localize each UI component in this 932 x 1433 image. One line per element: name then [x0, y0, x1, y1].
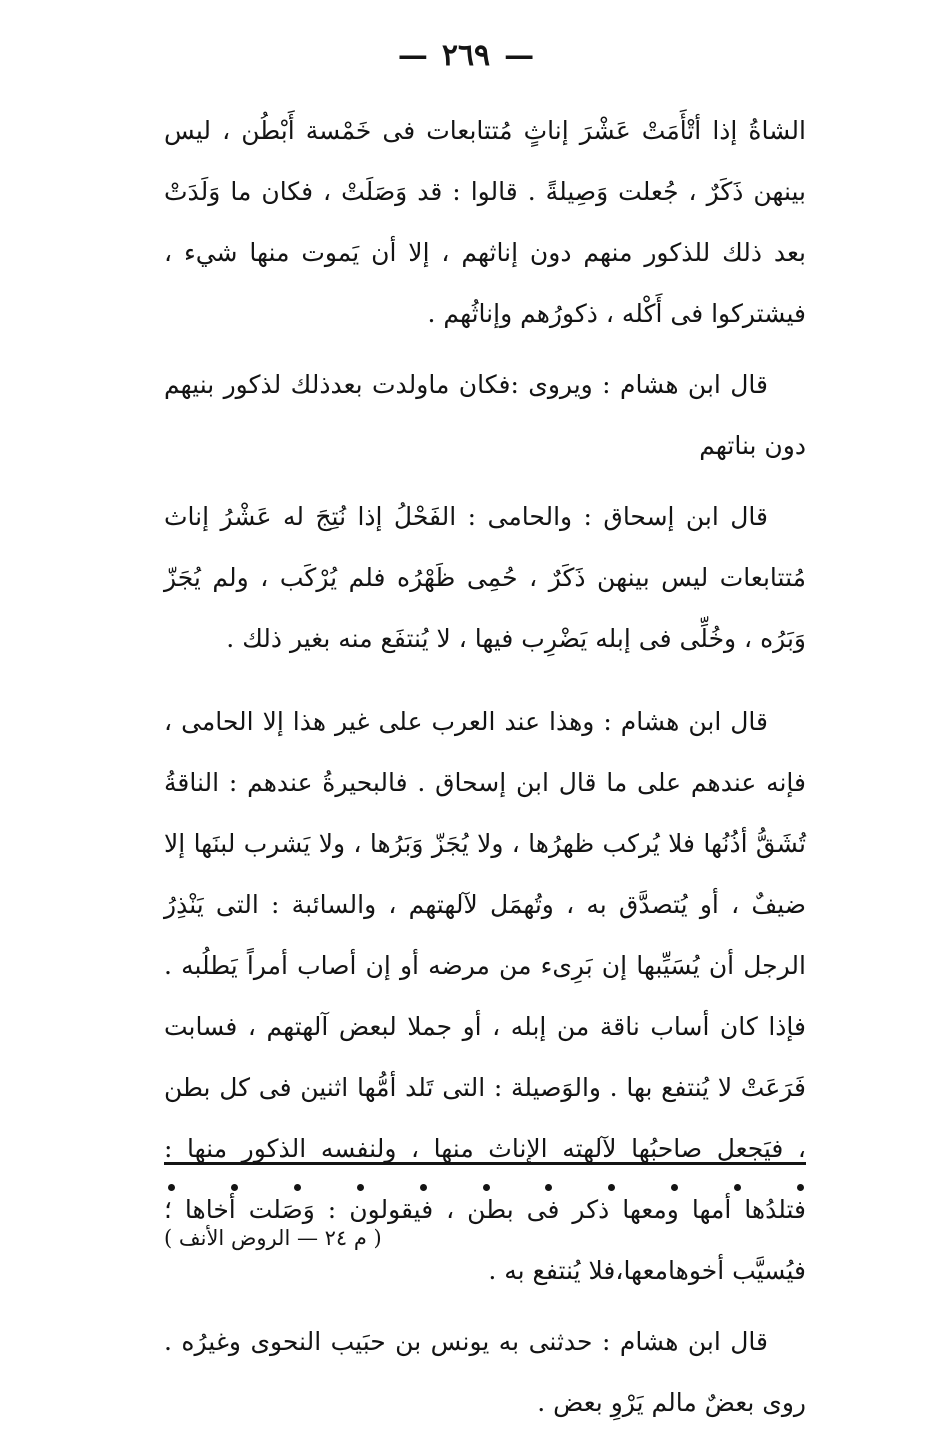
ornament-dot — [483, 1184, 490, 1191]
ornament-dot — [294, 1184, 301, 1191]
ornament-dot — [797, 1184, 804, 1191]
ornament-dot — [231, 1184, 238, 1191]
ornament-dot — [734, 1184, 741, 1191]
signature-reference: ( م ٢٤ — الروض الأنف ) — [164, 1226, 382, 1250]
footnote-divider — [164, 1162, 806, 1165]
page-number-dash-left: — — [397, 38, 428, 73]
ornament-dot — [420, 1184, 427, 1191]
paragraph-hami: قال ابن إسحاق : والحامى : الفَحْلُ إذا نُتِجَ له عَشْرُ إناث مُتتابعات ليس بينهن ذَكَرٌ ، حُمِى ظَهْرُه فلم يُرْكَب ، ولم يُجَزّ وَبَرُه ، وخُلِّى فى إبله يَضْرِب فيها ، لا يُنتفَع منه بغير ذلك . — [164, 502, 806, 653]
ornament-dots — [168, 1184, 804, 1191]
paragraph-bahira-saiba: قال ابن هشام : وهذا عند العرب على غير هذا إلا الحامى ، فإنه عندهم على ما قال ابن إسحاق . فالبحيرةُ عندهم : الناقةُ تُشَقُّ أذُنُها فلا يُركب ظهرُها ، ولا يُجَزّ وَبَرُها ، ولا يَشرب لبنَها إلا ضيفٌ ، أو يُتصدَّق به ، وتُهمَل لآلهتهم ، والسائبة : التى يَنْذِرُ الرجل أن يُسَيِّبها إن بَرِىء من مرضه أو إن أصاب أمراً يَطلُبه . فإذا كان أساب ناقة من إبله ، أو جملا لبعض آلهتهم ، فسابت فَرَعَتْ لا يُنتفع بها . والوَصيلة : التى تَلد أمُّها اثنين فى كل بطن ، فيَجعل صاحبُها لآلهته الإناث منها ، ولنفسه الذكور منها : فتلدُها أمها ومعها ذكر فى بطن ، فيقولون : وَصَلت أخاها ؛ فيُسيَّب أخوهامعها،فلا يُنتفع به . — [164, 707, 806, 1285]
ornament-dot — [357, 1184, 364, 1191]
paragraph-wasila: الشاةُ إذا أتْأَمَتْ عَشْرَ إناثٍ مُتتابعات فى خَمْسة أَبْطُن ، ليس بينهن ذَكَرٌ ، جُعلت وَصِيلةً . قالوا : قد وَصَلَتْ ، فكان ما وَلَدَتْ بعد ذلك للذكور منهم دون إناثهم ، إلا أن يَموت منها شيء ، فيشتركوا فى أَكْله ، ذكورُهم وإناثُهم . — [164, 116, 806, 328]
page-number — [0, 38, 932, 73]
page-number-value: ٢٦٩ — [441, 38, 491, 73]
paragraph-ibn-hisham-riwaya: قال ابن هشام : ويروى :فكان ماولدت بعدذلك لذكور بنيهم دون بناتهم — [164, 370, 806, 460]
ornament-dot — [608, 1184, 615, 1191]
page-number-dash-right: — — [504, 38, 535, 73]
ornament-dot — [671, 1184, 678, 1191]
ornament-dot — [545, 1184, 552, 1191]
paragraph-yunus: قال ابن هشام : حدثنى به يونس بن حبَيب النحوى وغيرُه . روى بعضٌ مالم يَرْوِ بعض . — [164, 1327, 806, 1417]
ornament-dot — [168, 1184, 175, 1191]
